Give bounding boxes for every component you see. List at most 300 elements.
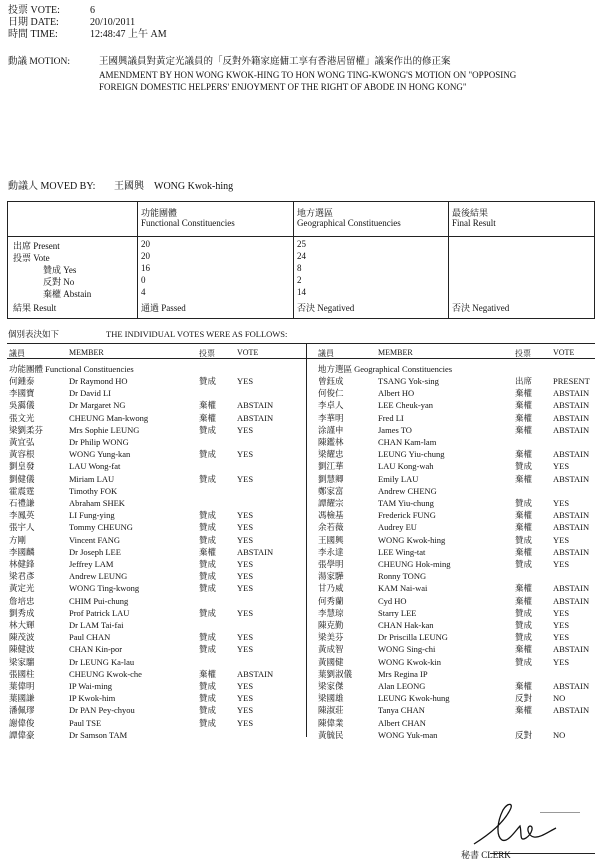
member-name-zh: 馮檢基 xyxy=(318,510,344,521)
gc-col-member-en: MEMBER xyxy=(378,348,413,357)
column-divider xyxy=(306,343,307,737)
member-name-zh: 梁家傑 xyxy=(318,681,344,691)
vote-row xyxy=(318,535,600,546)
member-name-zh: 黃國健 xyxy=(318,656,344,667)
fc-col-member-en: MEMBER xyxy=(69,348,104,357)
vote-row xyxy=(318,388,600,399)
row-vote-gc: 24 xyxy=(297,251,306,261)
vote-en: YES xyxy=(237,522,254,533)
vote-row xyxy=(318,400,600,411)
vote-zh: 棄權 xyxy=(515,449,533,460)
vote-en: PRESENT xyxy=(553,376,590,386)
vote-row xyxy=(9,449,299,460)
vote-zh: 贊成 xyxy=(199,473,217,484)
member-name-zh: 劉皇發 xyxy=(9,461,35,472)
vote-zh: 棄權 xyxy=(199,546,217,557)
row-result-fc: 通過 Passed xyxy=(141,303,186,313)
vote-row xyxy=(9,644,299,655)
member-name-en: CHAN Kam-lam xyxy=(378,437,437,447)
date-label: 日期 DATE: xyxy=(8,17,59,28)
vote-row xyxy=(318,461,600,472)
member-name-en: Dr Raymond HO xyxy=(69,376,128,386)
member-name-en: Alan LEONG xyxy=(378,681,426,691)
gc-header-zh: 地方選區 xyxy=(297,208,334,218)
mover-label: 動議人 MOVED BY: xyxy=(8,181,96,192)
member-name-en: CHEUNG Man-kwong xyxy=(69,412,149,423)
vote-en: YES xyxy=(553,498,570,508)
member-name-en: Abraham SHEK xyxy=(69,498,125,508)
member-name-en: Prof Patrick LAU xyxy=(69,607,130,618)
vote-row xyxy=(9,693,299,704)
vote-row xyxy=(318,596,600,607)
member-name-zh: 李永達 xyxy=(318,546,344,557)
vote-row xyxy=(9,413,299,424)
member-name-en: CHEUNG Kwok-che xyxy=(69,668,142,679)
vote-row xyxy=(9,437,299,448)
vote-row xyxy=(9,388,299,399)
member-name-en: Dr LEUNG Ka-lau xyxy=(69,656,135,667)
vote-zh: 棄權 xyxy=(515,705,533,716)
vote-row xyxy=(318,510,600,521)
vote-row xyxy=(9,474,299,485)
vote-zh: 贊成 xyxy=(199,693,217,704)
vote-en: ABSTAIN xyxy=(553,546,590,557)
fc-header-en: Functional Constituencies xyxy=(141,218,235,228)
row-present-label: 出席 Present xyxy=(13,241,60,251)
member-name-zh: 黃宜弘 xyxy=(9,437,35,447)
vote-zh: 贊成 xyxy=(199,717,217,728)
row-present-fc: 20 xyxy=(141,239,150,249)
row-yes-gc: 8 xyxy=(297,263,302,273)
member-name-zh: 陳鑑林 xyxy=(318,437,344,447)
member-name-en: Mrs Regina IP xyxy=(378,668,428,679)
vote-zh: 棄權 xyxy=(515,388,533,399)
vote-en: YES xyxy=(553,656,570,667)
member-name-zh: 何鍾泰 xyxy=(9,376,35,386)
vote-row xyxy=(318,632,600,643)
vote-row xyxy=(318,620,600,631)
member-name-zh: 譚偉豪 xyxy=(9,729,35,740)
member-name-zh: 葉劉淑儀 xyxy=(318,668,353,679)
vote-row xyxy=(318,657,600,668)
vote-row xyxy=(9,681,299,692)
member-name-en: Miriam LAU xyxy=(69,473,115,484)
vote-zh: 棄權 xyxy=(515,400,533,411)
vote-row xyxy=(9,571,299,582)
member-name-en: LAU Wong-fat xyxy=(69,461,121,472)
vote-zh: 棄權 xyxy=(515,583,533,594)
vote-zh: 贊成 xyxy=(199,424,217,435)
vote-en: ABSTAIN xyxy=(553,595,590,606)
individual-title-zh: 個別表決如下 xyxy=(8,329,60,339)
member-name-en: IP Kwok-him xyxy=(69,693,116,704)
vote-en: YES xyxy=(237,449,254,460)
vote-zh: 贊成 xyxy=(199,632,217,643)
gc-col-vote-zh: 投票 xyxy=(515,349,531,358)
vote-row xyxy=(9,461,299,472)
vote-row xyxy=(9,657,299,668)
vote-zh: 棄權 xyxy=(515,595,533,606)
vote-zh: 贊成 xyxy=(515,559,533,569)
vote-row xyxy=(318,547,600,558)
member-name-zh: 李卓人 xyxy=(318,400,344,411)
member-name-en: Cyd HO xyxy=(378,595,407,606)
member-name-en: WONG Sing-chi xyxy=(378,644,436,655)
vote-number: 6 xyxy=(90,5,95,16)
member-name-en: Paul CHAN xyxy=(69,632,111,643)
vote-zh: 棄權 xyxy=(515,412,533,423)
vote-label: 投票 VOTE: xyxy=(8,5,60,16)
member-name-en: Tommy CHEUNG xyxy=(69,522,133,533)
member-name-zh: 陳偉業 xyxy=(318,717,344,728)
vote-en: YES xyxy=(237,644,254,655)
vote-zh: 贊成 xyxy=(199,644,217,655)
vote-row xyxy=(318,474,600,485)
mover-zh: 王國興 xyxy=(114,181,144,192)
member-name-zh: 曾鈺成 xyxy=(318,376,344,386)
member-name-zh: 劉健儀 xyxy=(9,473,35,484)
member-name-en: LI Fung-ying xyxy=(69,510,115,521)
member-name-zh: 張學明 xyxy=(318,559,344,569)
time-value: 12:48:47 上午 AM xyxy=(90,29,167,40)
row-no-label: 反對 No xyxy=(43,277,75,287)
gc-section-title: 地方選區 Geographical Constituencies xyxy=(318,364,453,374)
member-name-en: CHAN Kin-por xyxy=(69,644,123,655)
member-name-zh: 葉國謙 xyxy=(9,693,35,704)
vote-en: ABSTAIN xyxy=(553,449,590,460)
vote-zh: 贊成 xyxy=(199,607,217,618)
vote-en: ABSTAIN xyxy=(237,400,274,411)
vote-row xyxy=(318,730,600,741)
vote-zh: 反對 xyxy=(515,693,533,704)
member-name-en: LAU Kong-wah xyxy=(378,461,434,472)
vote-en: NO xyxy=(553,729,566,740)
vote-zh: 棄權 xyxy=(199,400,217,411)
member-name-zh: 黃容根 xyxy=(9,449,35,460)
vote-row xyxy=(9,583,299,594)
vote-row xyxy=(9,596,299,607)
member-name-en: IP Wai-ming xyxy=(69,681,112,691)
vote-en: YES xyxy=(553,534,570,545)
member-name-zh: 李國麟 xyxy=(9,546,35,557)
vote-en: YES xyxy=(553,632,570,643)
vote-en: YES xyxy=(237,632,254,643)
vote-en: ABSTAIN xyxy=(553,400,590,411)
vote-zh: 贊成 xyxy=(199,705,217,716)
vote-zh: 棄權 xyxy=(515,681,533,691)
vote-zh: 贊成 xyxy=(199,510,217,521)
member-name-zh: 方剛 xyxy=(9,534,27,545)
vote-row xyxy=(9,498,299,509)
vote-zh: 贊成 xyxy=(199,534,217,545)
vote-en: YES xyxy=(553,559,570,569)
row-result-final: 否決 Negatived xyxy=(452,303,510,313)
time-label: 時間 TIME: xyxy=(8,29,58,40)
member-name-en: Albert CHAN xyxy=(378,717,426,728)
row-yes-label: 贊成 Yes xyxy=(43,265,77,275)
vote-en: YES xyxy=(237,583,254,594)
vote-en: ABSTAIN xyxy=(237,546,274,557)
vote-row xyxy=(318,693,600,704)
vote-zh: 贊成 xyxy=(515,534,533,545)
member-name-en: WONG Ting-kwong xyxy=(69,583,140,594)
vote-en: YES xyxy=(237,376,254,386)
vote-row xyxy=(318,608,600,619)
row-vote-label: 投票 Vote xyxy=(13,253,50,263)
vote-zh: 贊成 xyxy=(515,656,533,667)
fc-col-vote-en: VOTE xyxy=(237,348,259,357)
member-name-zh: 何秀蘭 xyxy=(318,595,344,606)
signature-stroke xyxy=(540,812,580,813)
member-name-en: James TO xyxy=(378,424,412,435)
member-name-en: Emily LAU xyxy=(378,473,419,484)
clerk-label: 秘書 CLERK xyxy=(461,850,511,860)
member-name-zh: 張國柱 xyxy=(9,668,35,679)
vote-zh: 棄權 xyxy=(199,668,217,679)
vote-zh: 贊成 xyxy=(199,583,217,594)
member-name-en: TSANG Yok-sing xyxy=(378,376,439,386)
member-name-zh: 劉江華 xyxy=(318,461,344,472)
row-abstain-fc: 4 xyxy=(141,287,146,297)
member-name-zh: 謝偉俊 xyxy=(9,717,35,728)
final-header-en: Final Result xyxy=(452,218,496,228)
member-name-en: Mrs Sophie LEUNG xyxy=(69,424,140,435)
member-name-zh: 余若薇 xyxy=(318,522,344,533)
member-name-en: WONG Yuk-man xyxy=(378,729,438,740)
vote-en: YES xyxy=(237,607,254,618)
member-name-zh: 李慧琼 xyxy=(318,607,344,618)
vote-zh: 贊成 xyxy=(199,571,217,582)
vote-en: NO xyxy=(553,693,566,704)
divider-head xyxy=(7,358,595,359)
member-name-zh: 張文光 xyxy=(9,412,35,423)
vote-en: YES xyxy=(553,461,570,472)
vote-zh: 棄權 xyxy=(199,412,217,423)
vote-en: ABSTAIN xyxy=(237,668,274,679)
vote-row xyxy=(318,583,600,594)
fc-header-zh: 功能團體 xyxy=(141,208,178,218)
vote-en: ABSTAIN xyxy=(553,473,590,484)
vote-zh: 棄權 xyxy=(515,644,533,655)
date-value: 20/10/2011 xyxy=(90,17,136,28)
member-name-zh: 詹培忠 xyxy=(9,595,35,606)
row-abstain-gc: 14 xyxy=(297,287,306,297)
member-name-zh: 黃成智 xyxy=(318,644,344,655)
vote-en: YES xyxy=(237,424,254,435)
vote-row xyxy=(318,486,600,497)
vote-zh: 贊成 xyxy=(515,498,533,508)
motion-en-line2: FOREIGN DOMESTIC HELPERS' ENJOYMENT OF THE RIGHT OF ABODE IN HONG KONG" xyxy=(99,82,467,92)
vote-row xyxy=(318,681,600,692)
row-present-gc: 25 xyxy=(297,239,306,249)
vote-en: ABSTAIN xyxy=(553,705,590,716)
member-name-zh: 張宇人 xyxy=(9,522,35,533)
row-result-label: 結果 Result xyxy=(13,303,57,313)
member-name-en: KAM Nai-wai xyxy=(378,583,428,594)
member-name-zh: 林大輝 xyxy=(9,620,35,630)
vote-row xyxy=(9,669,299,680)
vote-row xyxy=(318,669,600,680)
row-no-gc: 2 xyxy=(297,275,302,285)
member-name-zh: 李國寶 xyxy=(9,388,35,399)
member-name-zh: 梁美芬 xyxy=(318,632,344,643)
vote-zh: 贊成 xyxy=(515,620,533,630)
fc-col-member-zh: 議員 xyxy=(9,349,25,358)
vote-row xyxy=(9,547,299,558)
member-name-en: Dr David LI xyxy=(69,388,112,399)
vote-en: YES xyxy=(553,620,570,630)
row-no-fc: 0 xyxy=(141,275,146,285)
member-name-zh: 林健鋒 xyxy=(9,559,35,569)
vote-en: YES xyxy=(237,571,254,582)
vote-en: ABSTAIN xyxy=(553,412,590,423)
member-name-en: Paul TSE xyxy=(69,717,102,728)
vote-row xyxy=(318,413,600,424)
member-name-en: Dr Margaret NG xyxy=(69,400,126,411)
vote-en: ABSTAIN xyxy=(553,510,590,521)
motion-en-line1: AMENDMENT BY HON WONG KWOK-HING TO HON WONG TING-KWONG'S MOTION ON "OPPOSING xyxy=(99,70,517,80)
member-name-en: WONG Kwok-hing xyxy=(378,534,446,545)
vote-zh: 贊成 xyxy=(199,559,217,569)
member-name-en: Dr Philip WONG xyxy=(69,437,129,447)
member-name-zh: 潘佩璆 xyxy=(9,705,35,716)
member-name-zh: 譚耀宗 xyxy=(318,498,344,508)
vote-row xyxy=(9,400,299,411)
vote-en: YES xyxy=(237,681,254,691)
member-name-zh: 霍震霆 xyxy=(9,485,35,496)
member-name-en: Tanya CHAN xyxy=(378,705,425,716)
vote-en: YES xyxy=(237,717,254,728)
vote-row xyxy=(9,718,299,729)
row-abstain-label: 棄權 Abstain xyxy=(43,289,92,299)
vote-row xyxy=(9,522,299,533)
vote-en: ABSTAIN xyxy=(553,681,590,691)
member-name-zh: 陳健波 xyxy=(9,644,35,655)
mover-en: WONG Kwok-hing xyxy=(154,181,234,192)
member-name-zh: 湯家驊 xyxy=(318,571,344,582)
vote-row xyxy=(318,705,600,716)
member-name-en: Frederick FUNG xyxy=(378,510,436,521)
vote-zh: 贊成 xyxy=(199,376,217,386)
vote-en: YES xyxy=(237,559,254,569)
member-name-en: CHEUNG Hok-ming xyxy=(378,559,451,569)
member-name-zh: 梁國雄 xyxy=(318,693,344,704)
row-vote-fc: 20 xyxy=(141,251,150,261)
vote-zh: 棄權 xyxy=(515,522,533,533)
member-name-en: Starry LEE xyxy=(378,607,417,618)
vote-row xyxy=(318,718,600,729)
vote-zh: 贊成 xyxy=(515,607,533,618)
member-name-en: Audrey EU xyxy=(378,522,417,533)
motion-label: 動議 MOTION: xyxy=(8,57,71,67)
vote-row xyxy=(318,425,600,436)
vote-row xyxy=(318,522,600,533)
row-yes-fc: 16 xyxy=(141,263,150,273)
vote-en: ABSTAIN xyxy=(553,583,590,594)
vote-row xyxy=(9,535,299,546)
vote-zh: 棄權 xyxy=(515,424,533,435)
row-result-gc: 否決 Negatived xyxy=(297,303,355,313)
member-name-zh: 涂謹申 xyxy=(318,424,344,435)
gc-header-en: Geographical Constituencies xyxy=(297,218,401,228)
vote-zh: 贊成 xyxy=(515,461,533,472)
vote-zh: 贊成 xyxy=(199,681,217,691)
vote-row xyxy=(318,498,600,509)
vote-row xyxy=(9,632,299,643)
member-name-en: CHIM Pui-chung xyxy=(69,595,129,606)
fc-section-title: 功能團體 Functional Constituencies xyxy=(9,364,134,374)
vote-row xyxy=(318,437,600,448)
individual-title-en: THE INDIVIDUAL VOTES WERE AS FOLLOWS: xyxy=(106,329,288,339)
vote-row xyxy=(318,644,600,655)
member-name-en: Dr Samson TAM xyxy=(69,729,128,740)
member-name-en: Andrew LEUNG xyxy=(69,571,128,582)
member-name-en: Dr Priscilla LEUNG xyxy=(378,632,448,643)
member-name-en: Vincent FANG xyxy=(69,534,121,545)
vote-zh: 贊成 xyxy=(199,449,217,460)
member-name-zh: 梁君彥 xyxy=(9,571,35,582)
vote-en: ABSTAIN xyxy=(553,522,590,533)
gc-col-vote-en: VOTE xyxy=(553,348,575,357)
member-name-zh: 何俊仁 xyxy=(318,388,344,399)
member-name-en: Albert HO xyxy=(378,388,415,399)
member-name-en: Fred LI xyxy=(378,412,404,423)
member-name-zh: 吳靄儀 xyxy=(9,400,35,411)
vote-zh: 贊成 xyxy=(199,522,217,533)
vote-zh: 棄權 xyxy=(515,473,533,484)
member-name-en: TAM Yiu-chung xyxy=(378,498,434,508)
member-name-zh: 陳淑莊 xyxy=(318,705,344,716)
fc-col-vote-zh: 投票 xyxy=(199,349,215,358)
member-name-zh: 石禮謙 xyxy=(9,498,35,508)
member-name-zh: 黃定光 xyxy=(9,583,35,594)
vote-en: ABSTAIN xyxy=(553,388,590,399)
vote-row xyxy=(318,449,600,460)
member-name-en: LEUNG Kwok-hung xyxy=(378,693,450,704)
vote-zh: 贊成 xyxy=(515,632,533,643)
vote-en: YES xyxy=(237,534,254,545)
vote-row xyxy=(9,559,299,570)
vote-en: YES xyxy=(237,473,254,484)
vote-en: ABSTAIN xyxy=(553,644,590,655)
vote-row xyxy=(9,608,299,619)
member-name-en: Dr PAN Pey-chyou xyxy=(69,705,135,716)
vote-zh: 棄權 xyxy=(515,546,533,557)
vote-en: ABSTAIN xyxy=(237,412,274,423)
vote-row xyxy=(9,730,299,741)
member-name-en: LEE Wing-tat xyxy=(378,546,426,557)
vote-zh: 棄權 xyxy=(515,510,533,521)
member-name-zh: 鄭家富 xyxy=(318,485,344,496)
vote-zh: 出席 xyxy=(515,376,533,386)
vote-row xyxy=(318,376,600,387)
member-name-en: LEE Cheuk-yan xyxy=(378,400,433,411)
clerk-signature xyxy=(470,800,560,850)
motion-zh: 王國興議員對黃定光議員的「反對外籍家庭傭工享有香港居留權」議案作出的修正案 xyxy=(99,57,451,67)
vote-row xyxy=(9,486,299,497)
final-header-zh: 最後結果 xyxy=(452,208,489,218)
vote-zh: 反對 xyxy=(515,729,533,740)
divider-top xyxy=(7,343,595,344)
member-name-zh: 劉秀成 xyxy=(9,607,35,618)
member-name-zh: 陳克勤 xyxy=(318,620,344,630)
vote-row xyxy=(9,510,299,521)
vote-en: YES xyxy=(237,510,254,521)
vote-row xyxy=(318,559,600,570)
gc-col-member-zh: 議員 xyxy=(318,349,334,358)
member-name-en: CHAN Hak-kan xyxy=(378,620,434,630)
member-name-zh: 李華明 xyxy=(318,412,344,423)
